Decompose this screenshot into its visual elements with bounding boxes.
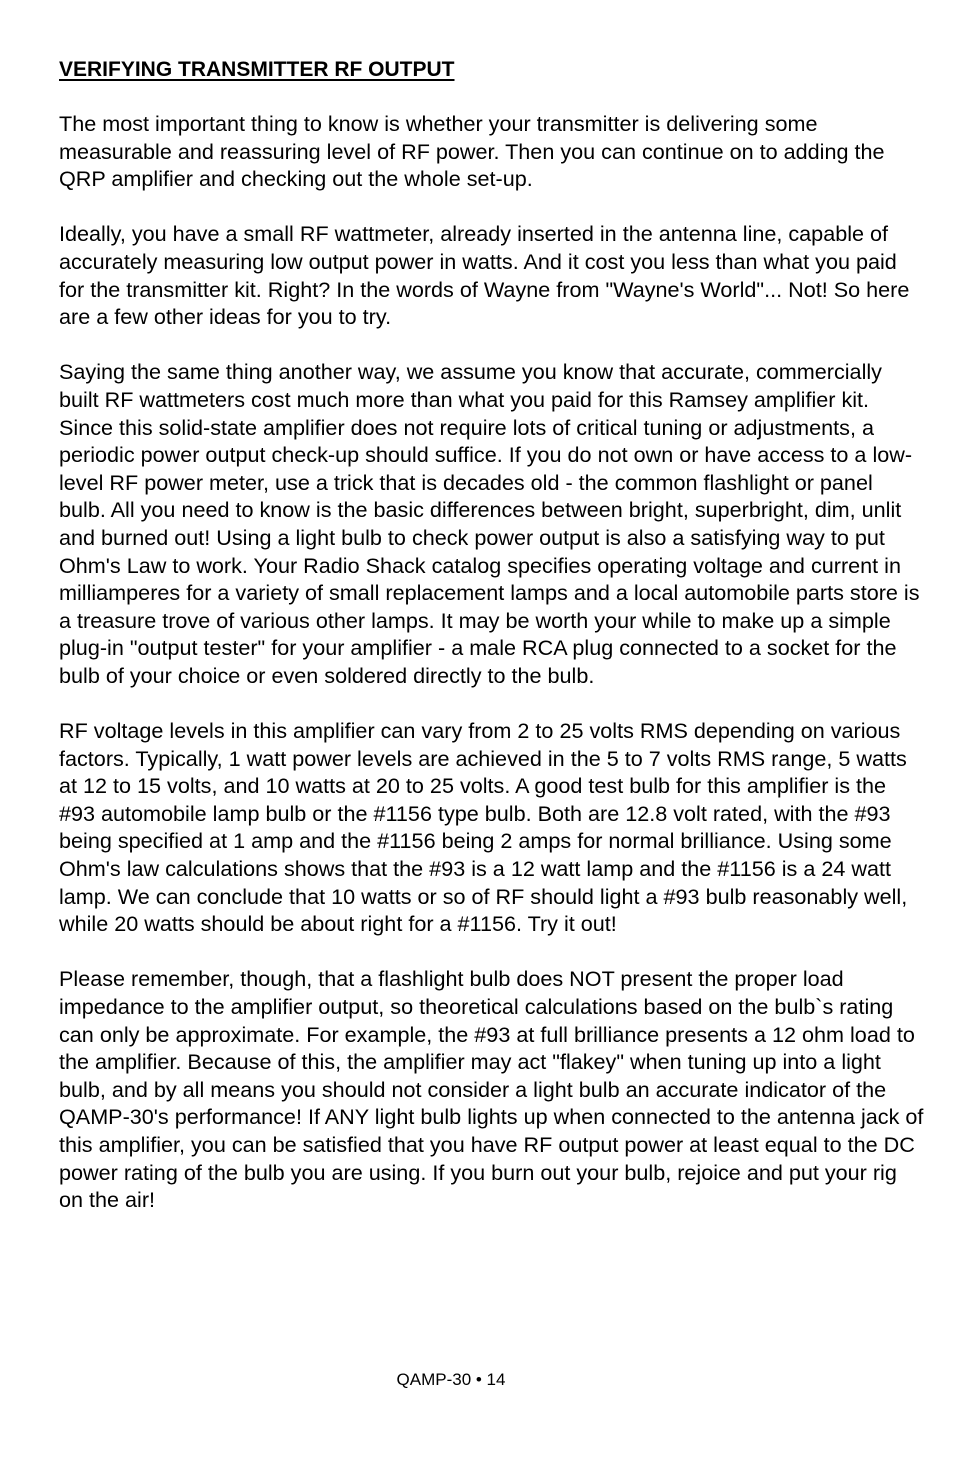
section-heading: VERIFYING TRANSMITTER RF OUTPUT: [59, 58, 455, 81]
paragraph-light-bulb-trick: Saying the same thing another way, we assume you know that accurate, commercially built RF wattmeters cost much more than what you paid for this Ramsey amplifier kit. Since this solid-state amplifier does not require lots of critical tuning or adjustments, a periodic power output check-up should suffice. If you do not own or have access to a low-level RF power meter, use a trick that is decades old - the common flashlight or panel bulb. All you need to know is the basic differences between bright, superbright, dim, unlit and burned out! Using a light bulb to check power output is also a satisfying way to put Ohm's Law to work. Your Radio Shack catalog specifies operating voltage and current in milliamperes for a variety of small replacement lamps and a local automobile parts store is a treasure trove of various other lamps. It may be worth your while to make up a simple plug-in "output tester" for your amplifier - a male RCA plug connected to a socket for the bulb of your choice or even soldered directly to the bulb.: [59, 359, 920, 688]
paragraph-load-impedance-note: Please remember, though, that a flashlight bulb does NOT present the proper load impedance to the amplifier output, so theoretical calculations based on the bulb`s rating can only be approximate. For example, the #93 at full brilliance presents a 12 ohm load to the amplifier. Because of this, the amplifier may act "flakey" when tuning up into a light bulb, and by all means you should not consider a light bulb an accurate indicator of the QAMP-30's performance! If ANY light bulb lights up when connected to the antenna jack of this amplifier, you can be satisfied that you have RF output power at least equal to the DC power rating of the bulb you are using. If you burn out your bulb, rejoice and put your rig on the air!: [59, 966, 924, 1213]
page-footer: QAMP-30 • 14: [396, 1370, 506, 1389]
paragraph-intro: The most important thing to know is whether your transmitter is delivering some measurable and reassuring level of RF power. Then you can continue on to adding the QRP amplifier and checking out the whole set-up.: [59, 111, 885, 192]
paragraph-rf-voltage-levels: RF voltage levels in this amplifier can vary from 2 to 25 volts RMS depending on various factors. Typically, 1 watt power levels are achieved in the 5 to 7 volts RMS range, 5 watts at 12 to 15 volts, and 10 watts at 20 to 25 volts. A good test bulb for this amplifier is the #93 automobile lamp bulb or the #1156 type bulb. Both are 12.8 volt rated, with the #93 being specified at 1 amp and the #1156 being 2 amps for normal brilliance. Using some Ohm's law calculations shows that the #93 is a 12 watt lamp and the #1156 is a 24 watt lamp. We can conclude that 10 watts or so of RF should light a #93 bulb reasonably well, while 20 watts should be about right for a #1156. Try it out!: [59, 718, 908, 937]
document-page: [59, 56, 925, 1241]
paragraph-wattmeter: Ideally, you have a small RF wattmeter, already inserted in the antenna line, capable of accurately measuring low output power in watts. And it cost you less than what you paid for the transmitter kit. Right? In the words of Wayne from "Wayne's World"... Not! So here are a few other ideas for you to try.: [59, 221, 910, 330]
